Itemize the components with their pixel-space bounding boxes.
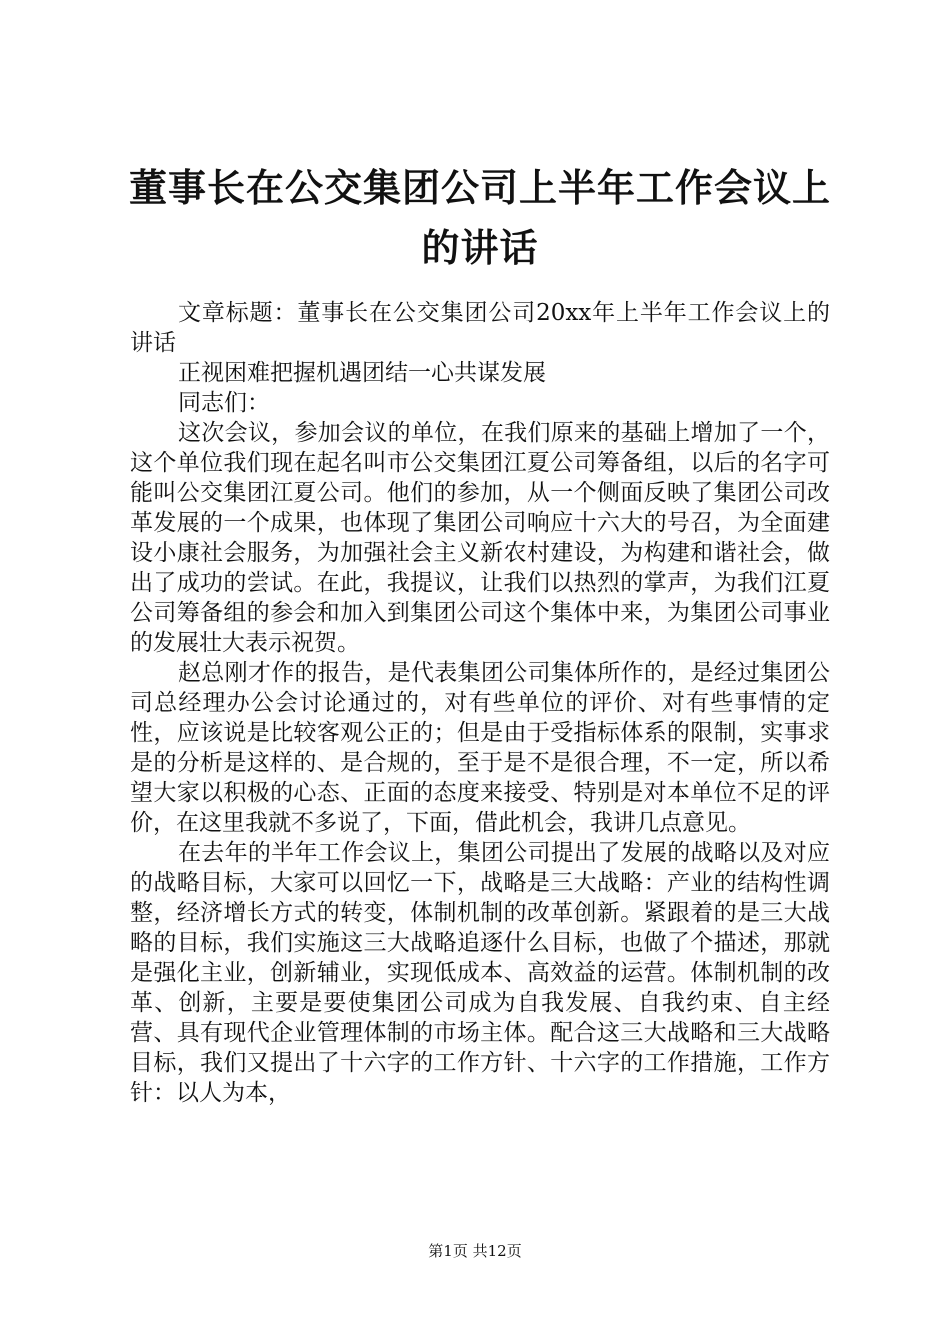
subtitle-line: 正视困难把握机遇团结一心共谋发展 [178,360,546,386]
body-paragraph: 赵总刚才作的报告，是代表集团公司集体所作的，是经过集团公司总经理办公会讨论通过的，对有些单位的评价、对有些事情的定性，应该说是比较客观公正的；但是由于受指标体系的限制，实事求是的分析是这样的、是合规的，至于是不是很合理，不一定，所以希望大家以积极的心态、正面的态度来接受、特别是对本单位不足的评价，在这里我就不多说了，下面，借此机会，我讲几点意见。 [130,660,830,836]
document-body [130,298,830,1108]
salutation: 同志们： [178,390,270,416]
body-paragraph: 在去年的半年工作会议上，集团公司提出了发展的战略以及对应的战略目标，大家可以回忆一下，战略是三大战略：产业的结构性调整，经济增长方式的转变，体制机制的改革创新。紧跟着的是三大战略的目标，我们实施这三大战略追逐什么目标，也做了个描述，那就是强化主业，创新辅业，实现低成本、高效益的运营。体制机制的改革、创新，主要是要使集团公司成为自我发展、自我约束、自主经营、具有现代企业管理体制的市场主体。配合这三大战略和三大战略目标，我们又提出了十六字的工作方针、十六字的工作措施，工作方针：以人为本， [130,840,830,1106]
page-footer: 第1页 共12页 [428,1242,522,1260]
document-title: 董事长在公交集团公司上半年工作会议上的讲话 [128,165,831,270]
body-paragraph: 这次会议，参加会议的单位，在我们原来的基础上增加了一个，这个单位我们现在起名叫市公交集团江夏公司筹备组，以后的名字可能叫公交集团江夏公司。他们的参加，从一个侧面反映了集团公司改革发展的一个成果，也体现了集团公司响应十六大的号召，为全面建设小康社会服务，为加强社会主义新农村建设，为构建和谐社会，做出了成功的尝试。在此，我提议，让我们以热烈的掌声，为我们江夏公司筹备组的参会和加入到集团公司这个集体中来，为集团公司事业的发展壮大表示祝贺。 [130,420,830,656]
article-title-line: 文章标题：董事长在公交集团公司20xx年上半年工作会议上的讲话 [130,300,830,356]
